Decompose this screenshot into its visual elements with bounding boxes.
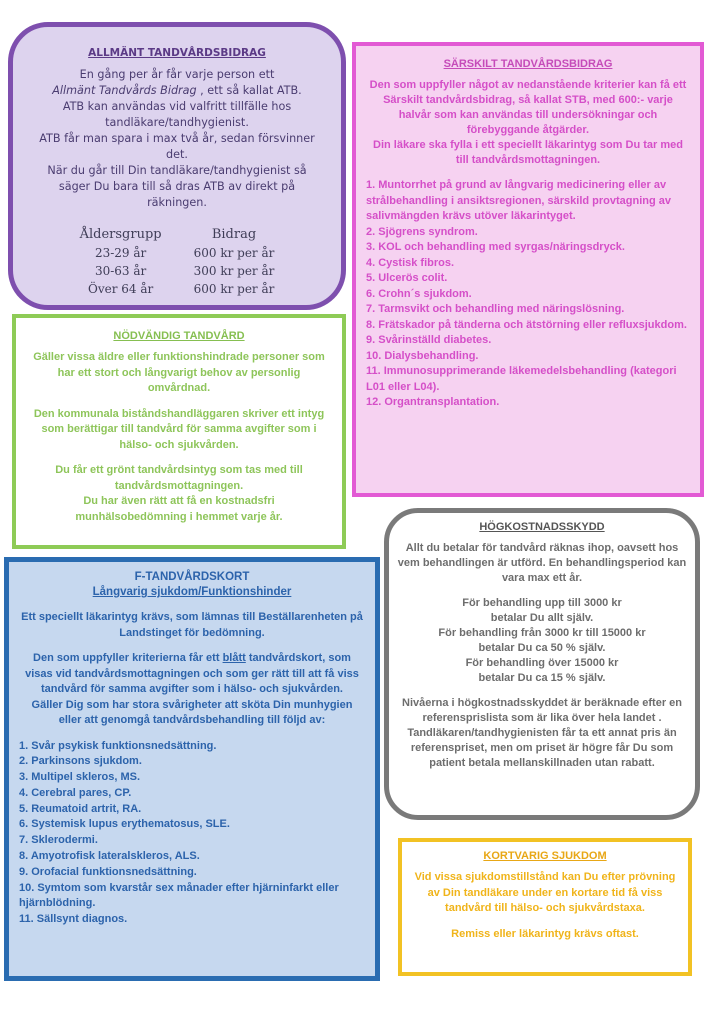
nodvandig-p2: Den kommunala biståndshandläggaren skriver ett intyg som berättigar till tandvård för samma avgifter som i hälso- och sjukvården. — [33, 407, 325, 451]
fkort-title: F-TANDVÅRDSKORT — [134, 571, 250, 583]
age-cell: Över 64 år — [87, 282, 154, 296]
amount-cell: 600 kr per år — [193, 246, 275, 260]
list-item: 9. Orofacial funktionsnedsättning. — [19, 865, 197, 878]
list-item: 8. Frätskador på tänderna och ätstörning eller refluxsjukdom. — [366, 318, 687, 331]
hog-level-2: För behandling från 3000 kr till 15000 kr — [438, 627, 646, 639]
sarskilt-criteria-list — [366, 178, 690, 411]
sarskilt-tandvardsbidrag-panel — [352, 42, 704, 497]
table-row — [64, 280, 291, 298]
list-item: 5. Reumatoid artrit, RA. — [19, 802, 142, 815]
list-item: 6. Crohn´s sjukdom. — [366, 287, 472, 300]
list-item: 4. Cerebral pares, CP. — [19, 786, 132, 799]
allmant-line5: När du går till Din tandläkare/tandhygienist så säger Du bara till så dras ATB av direkt på räkningen. — [47, 164, 307, 209]
list-item: 3. KOL och behandling med syrgas/näringsdryck. — [366, 241, 625, 253]
allmant-line3: ATB kan användas vid valfritt tillfälle hos tandläkare/tandhygienist. — [62, 100, 292, 129]
list-item: 5. Ulcerös colit. — [366, 272, 448, 284]
amount-cell: 300 kr per år — [193, 264, 275, 278]
sarskilt-title: SÄRSKILT TANDVÅRDSBIDRAG — [443, 58, 613, 70]
list-item: 2. Parkinsons sjukdom. — [19, 755, 142, 768]
allmant-atb-suffix: , ett så kallat ATB. — [200, 84, 302, 97]
kort-p1: Vid vissa sjukdomstillstånd kan Du efter prövning av Din tandläkare under en kortare tid få viss tandvård till hälso- och sjukvårdstaxa. — [414, 871, 676, 914]
list-item: 2. Sjögrens syndrom. — [366, 225, 478, 238]
hogkostnadsskydd-panel — [384, 508, 700, 820]
bidrag-table — [64, 225, 291, 298]
list-item: 3. Multipel skleros, MS. — [19, 771, 141, 784]
age-cell: 23-29 år — [94, 246, 147, 260]
list-item: 7. Tarmsvikt och behandling med näringslösning. — [366, 303, 625, 315]
sarskilt-intro2: Din läkare ska fylla i ett speciellt läkarintyg som Du tar med till tandvårdsmottagningen. — [373, 139, 683, 166]
list-item: 9. Svårinställd diabetes. — [366, 334, 492, 346]
allmant-line1: En gång per år får varje person ett — [79, 68, 275, 81]
nodvandig-title: NÖDVÄNDIG TANDVÅRD — [113, 330, 245, 342]
f-tandvardskort-panel — [4, 557, 380, 981]
hog-title: HÖGKOSTNADSSKYDD — [479, 521, 605, 533]
hog-p3: Nivåerna i högkostnadsskyddet är beräknade efter en referensprislista som är lika över hela landet . Tandläkaren/tandhygienisten får ta ett annat pris än referenspriset, men om priset är högre får Du som patient betala mellanskillnaden utan rabatt. — [402, 697, 682, 769]
hog-level-3: För behandling över 15000 kr — [465, 657, 619, 669]
nodvandig-p1: Gäller vissa äldre eller funktionshindrade personer som har ett stort och långvarigt behov av personlig omvårdnad. — [33, 351, 325, 394]
kortvarig-sjukdom-panel — [398, 838, 692, 976]
list-item: 10. Symtom som kvarstår sex månader efter hjärninfarkt eller hjärnblödning. — [19, 881, 339, 910]
list-item: 7. Sklerodermi. — [19, 834, 98, 847]
fkort-diagnosis-list — [19, 739, 365, 929]
allmant-line4: ATB får man spara i max två år, sedan försvinner det. — [39, 132, 315, 161]
allmant-line2 — [33, 83, 321, 99]
list-item: 1. Muntorrhet på grund av långvarig medicinering eller av strålbehandling i ansiktsregionen, särskild provtagning av salivmängden krävs utöver läkarintyget. — [366, 179, 672, 222]
fkort-p2-start: Den som uppfyller kriterierna får ett — [33, 652, 220, 664]
hog-level-3-pay: betalar Du ca 15 % själv. — [478, 672, 606, 684]
list-item: 4. Cystisk fibros. — [366, 256, 455, 269]
list-item: 11. Sällsynt diagnos. — [19, 913, 128, 926]
nodvandig-p3: Du får ett grönt tandvårdsintyg som tas med till tandvårdsmottagningen. — [55, 464, 303, 492]
fkort-p3: Gäller Dig som har stora svårigheter att sköta Din munhygien eller att genomgå tandvårdsbehandling till följd av: — [31, 698, 353, 726]
fkort-p2-end: tandvårdskort, som visas vid tandvårdsmottagningen och som ger rätt till att få viss tandvård för samma avgifter som i hälso- och sjukvården. — [25, 652, 359, 695]
list-item: 10. Dialysbehandling. — [366, 349, 479, 362]
age-cell: 30-63 år — [94, 264, 147, 278]
kort-title: KORTVARIG SJUKDOM — [483, 850, 607, 862]
list-item: 12. Organtransplantation. — [366, 396, 500, 408]
list-item: 8. Amyotrofisk lateralskleros, ALS. — [19, 850, 200, 863]
nodvandig-p4: Du har även rätt att få en kostnadsfri munhälsobedömning i hemmet varje år. — [75, 495, 283, 523]
fkort-subtitle: Långvarig sjukdom/Funktionshinder — [92, 586, 292, 598]
hog-level-1: För behandling upp till 3000 kr — [462, 597, 622, 609]
allmant-title: ALLMÄNT TANDVÅRDSBIDRAG — [88, 47, 266, 59]
amount-cell: 600 kr per år — [193, 282, 275, 296]
allmant-atb-name: Allmänt Tandvårds Bidrag — [52, 84, 197, 97]
list-item: 1. Svår psykisk funktionsnedsättning. — [19, 739, 217, 752]
hog-level-2-pay: betalar Du ca 50 % själv. — [478, 642, 606, 654]
allmant-tandvardsbidrag-panel — [8, 22, 346, 310]
col-age-header: Åldersgrupp — [79, 227, 162, 242]
bidrag-table-header — [64, 225, 291, 244]
col-amount-header: Bidrag — [211, 227, 257, 242]
fkort-p1: Ett speciellt läkarintyg krävs, som lämnas till Beställarenheten på Landstinget för bedömning. — [21, 611, 363, 639]
fkort-p2-blue-word: blått — [222, 652, 246, 664]
table-row — [64, 244, 291, 262]
sarskilt-intro: Den som uppfyller något av nedanstående kriterier kan få ett Särskilt tandvårdsbidrag, så kallat STB, med 600:- varje halvår som kan användas till undersökningar och förebyggande åtgärder. — [369, 79, 687, 136]
kort-p2: Remiss eller läkarintyg krävs oftast. — [451, 927, 639, 940]
nodvandig-tandvard-panel — [12, 314, 346, 549]
list-item: 6. Systemisk lupus erythematosus, SLE. — [19, 818, 230, 831]
table-row — [64, 262, 291, 280]
hog-p1: Allt du betalar för tandvård räknas ihop, oavsett hos vem behandlingen är utförd. En behandlingsperiod kan vara max ett år. — [397, 542, 687, 584]
hog-level-1-pay: betalar Du allt själv. — [490, 612, 594, 624]
list-item: 11. Immunosupprimerande läkemedelsbehandling (kategori L01 eller L04). — [366, 365, 677, 393]
fkort-p2 — [19, 651, 365, 698]
